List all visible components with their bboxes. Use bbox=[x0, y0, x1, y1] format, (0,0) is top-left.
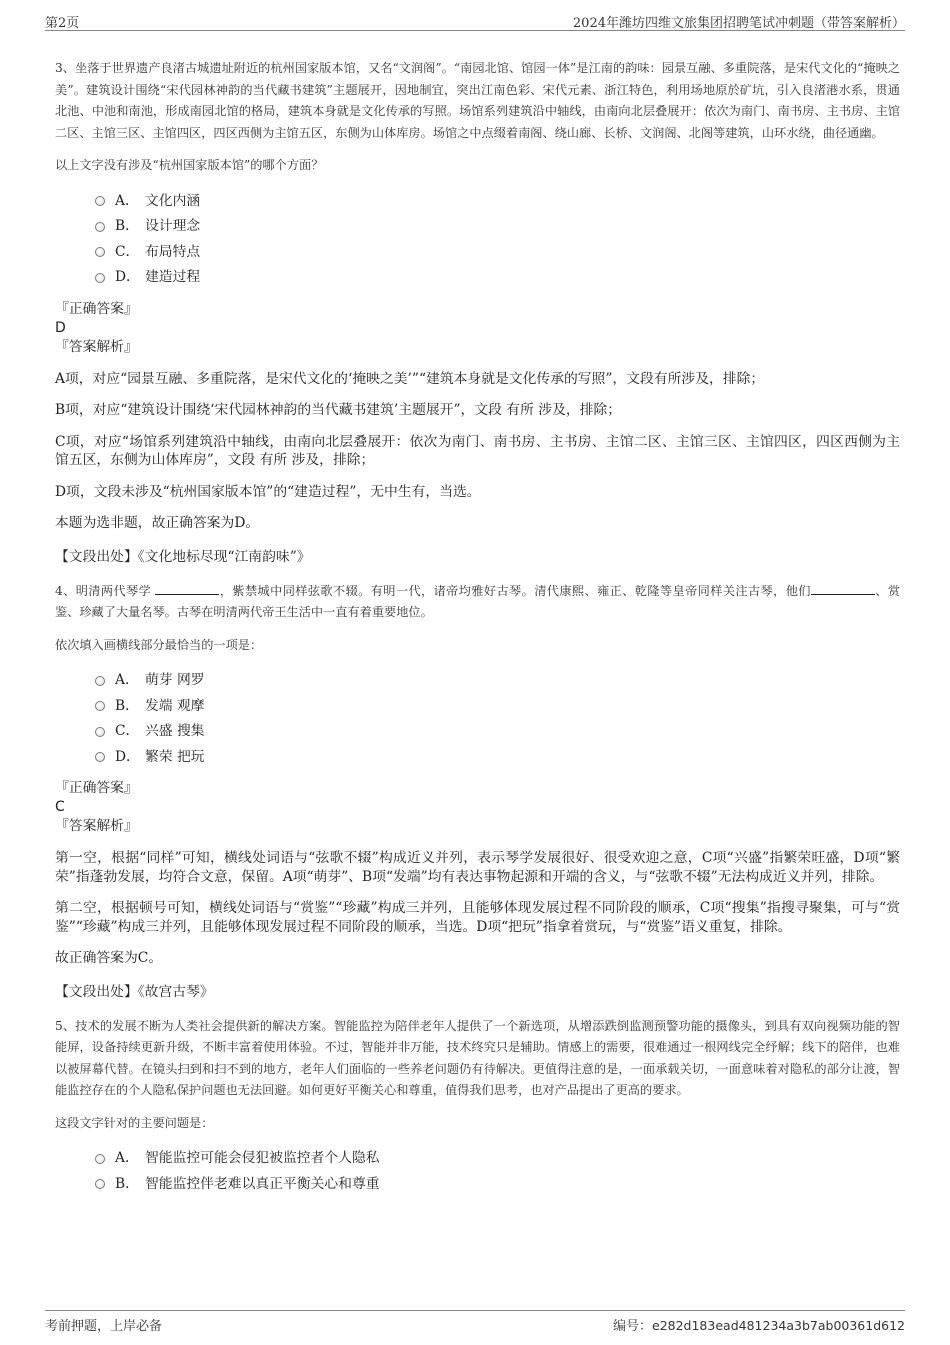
radio-circle-icon[interactable] bbox=[95, 196, 105, 206]
option-c[interactable]: C． 布局特点 bbox=[95, 240, 900, 266]
analysis-paragraph: 第一空，根据“同样”可知，横线处词语与“弦歌不辍”构成近义并列，表示琴学发展很好、很受欢迎之意，C项“兴盛”指繁荣旺盛，D项“繁荣”指蓬勃发展，均符合文意，保留。A项“萌芽”、B项“发端”均有表达事物起源和开端的含义，与“弦歌不辍”无法构成近义并列，排除。 bbox=[55, 850, 900, 885]
option-a[interactable]: A． 萌芽 网罗 bbox=[95, 668, 900, 694]
analysis-paragraph: D项，文段未涉及“杭州国家版本馆”的“建造过程”，无中生有，当选。 bbox=[55, 483, 481, 500]
page-number: 第2页 bbox=[45, 16, 80, 31]
radio-circle-icon[interactable] bbox=[95, 727, 105, 737]
analysis-conclusion: 本题为选非题，故正确答案为D。 bbox=[55, 515, 260, 531]
analysis-label: 『答案解析』 bbox=[55, 338, 138, 355]
analysis-label: 『答案解析』 bbox=[55, 818, 138, 834]
question-5-options bbox=[95, 1146, 900, 1197]
radio-circle-icon[interactable] bbox=[95, 247, 105, 257]
correct-answer-value: C bbox=[55, 799, 65, 815]
question-3 bbox=[55, 58, 900, 567]
radio-circle-icon[interactable] bbox=[95, 1179, 105, 1189]
fill-blank-1 bbox=[155, 582, 219, 595]
fill-blank-2 bbox=[811, 582, 875, 595]
radio-circle-icon[interactable] bbox=[95, 701, 105, 711]
analysis-paragraph: B项，对应“建筑设计围绕‘宋代园林神韵的当代藏书建筑’主题展开”，文段 有所 涉及，排除； bbox=[55, 402, 622, 418]
option-c[interactable]: C． 兴盛 搜集 bbox=[95, 719, 900, 745]
main-content bbox=[55, 58, 900, 1205]
question-5 bbox=[55, 1016, 900, 1198]
question-4 bbox=[55, 581, 900, 1002]
radio-circle-icon[interactable] bbox=[95, 273, 105, 283]
correct-answer-value: D bbox=[55, 319, 66, 336]
question-5-prompt: 这段文字针对的主要问题是： bbox=[55, 1115, 214, 1130]
passage-source: 【文段出处】《文化地标尽现“江南韵味”》 bbox=[55, 548, 311, 565]
option-d[interactable]: D． 繁荣 把玩 bbox=[95, 745, 900, 771]
question-4-options bbox=[95, 668, 900, 770]
footer-slogan: 考前押题，上岸必备 bbox=[45, 1319, 163, 1334]
radio-circle-icon[interactable] bbox=[95, 676, 105, 686]
radio-circle-icon[interactable] bbox=[95, 1154, 105, 1164]
question-3-prompt: 以上文字没有涉及“杭州国家版本馆”的哪个方面？ bbox=[55, 158, 324, 172]
document-title: 2024年潍坊四维文旅集团招聘笔试冲刺题（带答案解析） bbox=[572, 16, 905, 31]
analysis-paragraph: A项，对应“园景互融、多重院落，是宋代文化的‘掩映之美’”“建筑本身就是文化传承的写照”，文段有所涉及，排除； bbox=[55, 370, 765, 387]
question-3-passage: 3、坐落于世界遗产良渚古城遗址附近的杭州国家版本馆，又名“文润阁”。“南园北馆、馆园一体”是江南的韵味：园景互融、多重院落，是宋代文化的“掩映之美”。建筑设计围绕“宋代园林神韵的当代藏书建筑”主题展开，因地制宜，突出江南色彩、宋代元素、浙江特色，利用场地原於矿坑，引入良渚港水系，贯通北池、中池和南池，形成南园北馆的格局，建筑本身就是文化传承的写照。场馆系列建筑沿中轴线，由南向北层叠展开：依次为南门、南书房、主书房、主馆二区、主馆三区、主馆四区，四区西侧为主馆五区，东侧为山体库房。场馆之中点缀着南阁、绕山廊、长桥、文润阁、北阁等建筑，山环水绕，曲径通幽。 bbox=[55, 61, 900, 140]
correct-answer-label: 『正确答案』 bbox=[55, 780, 138, 796]
option-b[interactable]: B． 设计理念 bbox=[95, 214, 900, 240]
radio-circle-icon[interactable] bbox=[95, 752, 105, 762]
analysis-paragraph: C项，对应“场馆系列建筑沿中轴线，由南向北层叠展开：依次为南门、南书房、主书房、主馆二区、主馆三区、主馆四区，四区西侧为主馆五区，东侧为山体库房”，文段 有所 涉及，排除； bbox=[55, 433, 900, 468]
option-a[interactable]: A． 智能监控可能会侵犯被监控者个人隐私 bbox=[95, 1146, 900, 1172]
question-3-options bbox=[95, 189, 900, 291]
radio-circle-icon[interactable] bbox=[95, 222, 105, 232]
question-5-passage: 5、技术的发展不断为人类社会提供新的解决方案。智能监控为陪伴老年人提供了一个新选项，从增添跌倒监测预警功能的摄像头，到具有双向视频功能的智能屏，设备持续更新升级，不断丰富着使用体验。不过，智能并非万能，技术终究只是辅助。情感上的需要，很难通过一根网线完全纾解；线下的陪伴，也难以被屏幕代替。在镜头扫到和扫不到的地方，老年人们面临的一些养老问题仍有待解决。更值得注意的是，一面承载关切，一面意味着对隐私的部分让渡，智能监控存在的个人隐私保护问题也无法回避。如何更好平衡关心和尊重，值得我们思考，也对产品提出了更高的要求。 bbox=[55, 1018, 900, 1097]
option-b[interactable]: B． 智能监控伴老难以真正平衡关心和尊重 bbox=[95, 1172, 900, 1198]
option-b[interactable]: B． 发端 观摩 bbox=[95, 694, 900, 720]
analysis-paragraph: 第二空，根据顿号可知，横线处词语与“赏鉴”“珍藏”构成三并列，且能够体现发展过程不同阶段的顺承，C项“搜集”指搜寻聚集，可与“赏鉴”“珍藏”构成三并列，且能够体现发展过程不同阶段的顺承，当选。D项“把玩”指拿着赏玩，与“赏鉴”语义重复，排除。 bbox=[55, 900, 900, 935]
document-code: 编号：e282d183ead481234a3b7ab00361d612 bbox=[612, 1318, 905, 1334]
analysis-conclusion: 故正确答案为C。 bbox=[55, 950, 163, 966]
question-4-prompt: 依次填入画横线部分最恰当的一项是： bbox=[55, 637, 263, 652]
correct-answer-label: 『正确答案』 bbox=[55, 300, 138, 317]
page-header bbox=[45, 8, 905, 31]
question-4-passage: 4、明清两代琴学 ，紫禁城中同样弦歌不辍。有明一代，诸帝均雅好古琴。清代康熙、雍正、乾隆等皇帝同样关注古琴，他们 、赏鉴、珍藏了大量名琴。古琴在明清两代帝王生活中一直有着重要地位。 bbox=[55, 583, 901, 619]
passage-source: 【文段出处】《故宫古琴》 bbox=[55, 983, 214, 1000]
page-footer bbox=[45, 1310, 905, 1334]
option-d[interactable]: D． 建造过程 bbox=[95, 265, 900, 291]
option-a[interactable]: A． 文化内涵 bbox=[95, 189, 900, 215]
